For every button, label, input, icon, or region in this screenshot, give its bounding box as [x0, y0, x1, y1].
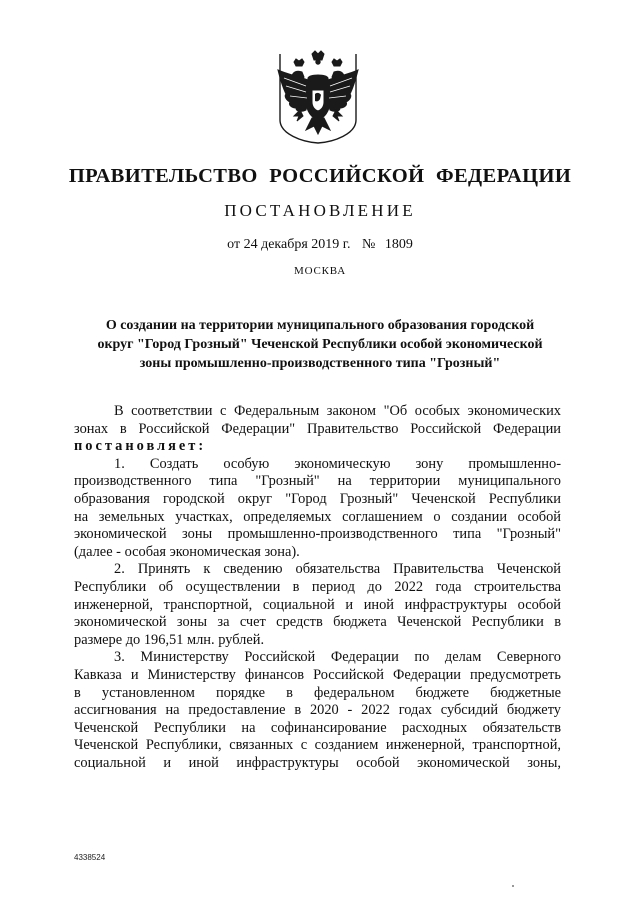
body-line: образования городской округ "Город Грозный" Чеченской Республики	[74, 490, 561, 507]
coat-of-arms-emblem	[272, 50, 364, 144]
city-name: МОСКВА	[294, 265, 346, 277]
body-line: экономической зоны промышленно-производственного типа "Грозный"	[74, 526, 561, 543]
body-line: производственного типа "Грозный" на территории муниципального	[74, 473, 561, 490]
body-line: 2. Принять к сведению обязательства Правительства Чеченской	[114, 561, 561, 578]
document-number: 1809	[384, 237, 413, 252]
body-line: Чеченской Республики на софинансирование расходных обязательств	[74, 719, 561, 736]
resolves-word: постановляет:	[74, 438, 207, 455]
preamble-paragraph	[74, 403, 561, 456]
scan-speck	[512, 885, 514, 887]
item-3-paragraph	[74, 649, 561, 772]
document-code: 4338524	[74, 853, 106, 862]
document-date-number	[0, 237, 640, 253]
document-subject	[74, 316, 566, 373]
item-2-paragraph	[74, 561, 561, 649]
body-line: Кавказа и Министерству финансов Российской Федерации предусмотреть	[74, 666, 561, 683]
body-line: 3. Министерству Российской Федерации по делам Северного	[114, 649, 561, 666]
body-line: социальной и иной инфраструктуры особой экономической зоны,	[74, 754, 561, 771]
body-line: ассигнования на предоставление в 2020 - 2022 годах субсидий бюджету	[74, 702, 561, 719]
body-line: Чеченской Республики, связанных с созданием инженерной, транспортной,	[74, 737, 561, 754]
item-1-paragraph	[74, 456, 561, 562]
body-line: на земельных участках, определяемых соглашением о создании особой	[74, 508, 561, 525]
body-line: размере до 196,51 млн. рублей.	[74, 631, 265, 648]
body-line: (далее - особая экономическая зона).	[74, 543, 300, 560]
subject-line: зоны промышленно-производственного типа "Грозный"	[139, 356, 501, 371]
subject-line: округ "Город Грозный" Чеченской Республики особой экономической	[97, 337, 543, 352]
body-line: инженерной, транспортной, социальной и иной инфраструктуры особой	[74, 596, 561, 613]
body-line: зонах в Российской Федерации" Правительство Российской Федерации	[74, 420, 561, 437]
body-line: В соответствии с Федеральным законом "Об особых экономических	[114, 403, 561, 419]
body-line: экономической зоны за счет средств бюджета Чеченской Республики в	[74, 614, 561, 631]
document-body	[74, 403, 561, 772]
number-sign: №	[361, 237, 376, 252]
body-line: Республики об осуществлении в период до 2022 года строительства	[74, 578, 561, 595]
subject-line: О создании на территории муниципального образования городской	[105, 318, 535, 333]
body-line: 1. Создать особую экономическую зону промышленно-	[114, 455, 561, 472]
body-line: в установленном порядке в федеральном бюджете бюджетные	[74, 684, 561, 701]
document-type: ПОСТАНОВЛЕНИЕ	[224, 201, 416, 220]
government-title: ПРАВИТЕЛЬСТВО РОССИЙСКОЙ ФЕДЕРАЦИИ	[68, 165, 572, 187]
document-date: от 24 декабря 2019 г.	[227, 237, 351, 252]
